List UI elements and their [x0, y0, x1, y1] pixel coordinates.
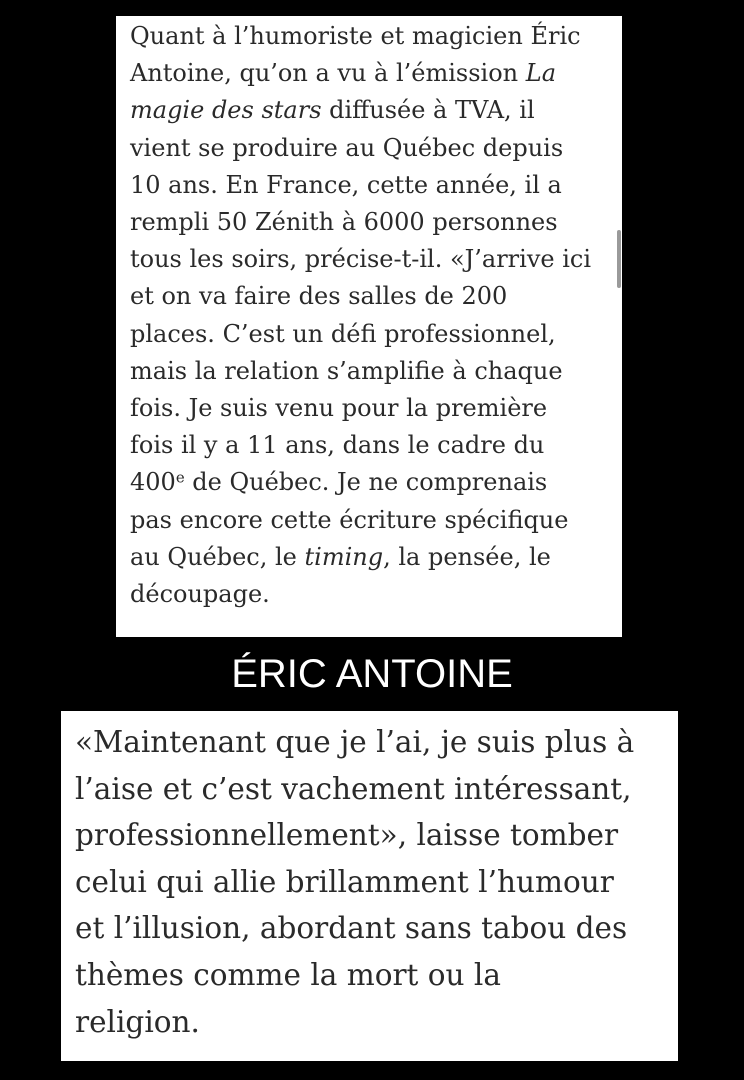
text-line — [130, 576, 608, 613]
text-segment: vient se produire au Québec depuis — [130, 133, 564, 162]
text-line — [130, 55, 608, 92]
text-line — [75, 812, 664, 859]
text-line — [75, 719, 664, 766]
text-segment: de Québec. Je ne comprenais — [184, 468, 548, 497]
text-segment: 400 — [130, 468, 176, 497]
bottom-article-excerpt — [61, 711, 678, 1061]
scrollbar-thumb[interactable] — [617, 230, 621, 288]
text-segment: mais la relation s’amplifie à chaque — [130, 356, 563, 385]
text-segment: diffusée à TVA, il — [321, 96, 535, 125]
text-segment: rempli 50 Zénith à 6000 personnes — [130, 208, 558, 237]
italic-text: timing — [304, 542, 384, 571]
text-line — [130, 241, 608, 278]
text-segment: au Québec, le — [130, 542, 305, 571]
text-segment: et l’illusion, abordant sans tabou des — [75, 911, 628, 946]
text-line — [75, 766, 664, 813]
text-line — [130, 316, 608, 353]
text-segment: et on va faire des salles de 200 — [130, 282, 508, 311]
text-segment: fois. Je suis venu pour la première — [130, 394, 548, 423]
text-line — [130, 502, 608, 539]
bottom-article-text — [75, 719, 664, 1045]
italic-text: La — [525, 59, 557, 88]
text-segment: religion. — [75, 1004, 200, 1039]
text-segment: places. C’est un défi professionnel, — [130, 319, 556, 348]
top-article-excerpt — [116, 16, 622, 637]
text-segment: , la pensée, le — [383, 542, 551, 571]
text-line — [75, 905, 664, 952]
text-line — [75, 859, 664, 906]
text-segment: celui qui allie brillamment l’humour — [75, 864, 614, 899]
text-segment: pas encore cette écriture spécifique — [130, 505, 569, 534]
caption-title: ÉRIC ANTOINE — [231, 652, 513, 696]
text-line — [130, 464, 608, 501]
text-line — [75, 999, 664, 1046]
text-segment: thèmes comme la mort ou la — [75, 957, 501, 992]
text-segment: professionnellement», laisse tomber — [75, 818, 619, 853]
text-line — [130, 427, 608, 464]
text-segment: Quant à l’humoriste et magicien Éric — [130, 22, 581, 50]
italic-text: magie des stars — [130, 96, 322, 125]
text-segment: «Maintenant que je l’ai, je suis plus à — [75, 725, 635, 759]
superscript-text: e — [175, 469, 185, 487]
text-line — [130, 539, 608, 576]
text-line — [130, 130, 608, 167]
text-segment: Antoine, qu’on a vu à l’émission — [130, 59, 526, 88]
text-segment: fois il y a 11 ans, dans le cadre du — [130, 431, 545, 460]
text-segment: découpage. — [130, 580, 270, 609]
text-segment: l’aise et c’est vachement intéressant, — [75, 771, 632, 806]
text-segment: 10 ans. En France, cette année, il a — [130, 170, 562, 199]
text-segment: tous les soirs, précise-t-il. «J’arrive ici — [130, 245, 592, 274]
text-line — [130, 204, 608, 241]
text-line — [75, 952, 664, 999]
text-line — [130, 390, 608, 427]
text-line — [130, 353, 608, 390]
top-article-text — [130, 18, 608, 613]
text-line — [130, 92, 608, 129]
text-line — [130, 278, 608, 315]
text-line — [130, 167, 608, 204]
text-line — [130, 18, 608, 55]
